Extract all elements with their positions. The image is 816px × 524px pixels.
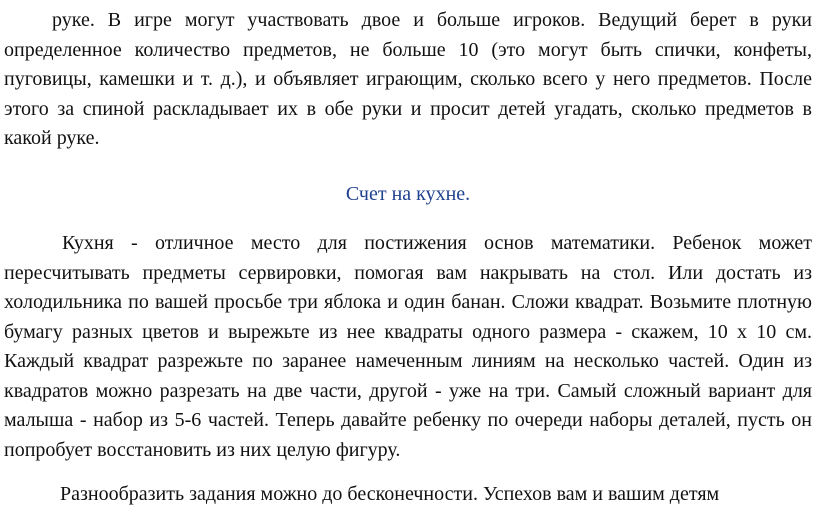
body-paragraph-closing: Разнообразить задания можно до бесконечности. Успехов вам и вашим детям	[60, 483, 720, 505]
section-heading-kitchen-counting: Счет на кухне.	[345, 183, 471, 205]
body-paragraph-kitchen-math: Кухня - отличное место для постижения основ математики. Ребенок может пересчитывать предметы сервировки, помогая вам накрывать на стол. Или достать из холодильника по вашей просьбе три яблока и один банан. Сложи квадрат. Возьмите плотную бумагу разных цветов и вырежьте из нее квадраты одного размера - скажем, 10 х 10 см. Каждый квадрат разрежьте по заранее намеченным линиям на несколько частей. Один из квадратов можно разрезать на две части, другой - уже на три. Самый сложный вариант для малыша - набор из 5-6 частей. Теперь давайте ребенку по очереди наборы деталей, пусть он попробует восстановить из них целую фигуру.	[4, 232, 812, 461]
body-paragraph-game-rules: руке. В игре могут участвовать двое и больше игроков. Ведущий берет в руки определенное количество предметов, не больше 10 (это могут быть спички, конфеты, пуговицы, камешки и т. д.), и объявляет играющим, сколько всего у него предметов. После этого за спиной раскладывает их в обе руки и просит детей угадать, сколько предметов в какой руке.	[4, 9, 812, 149]
